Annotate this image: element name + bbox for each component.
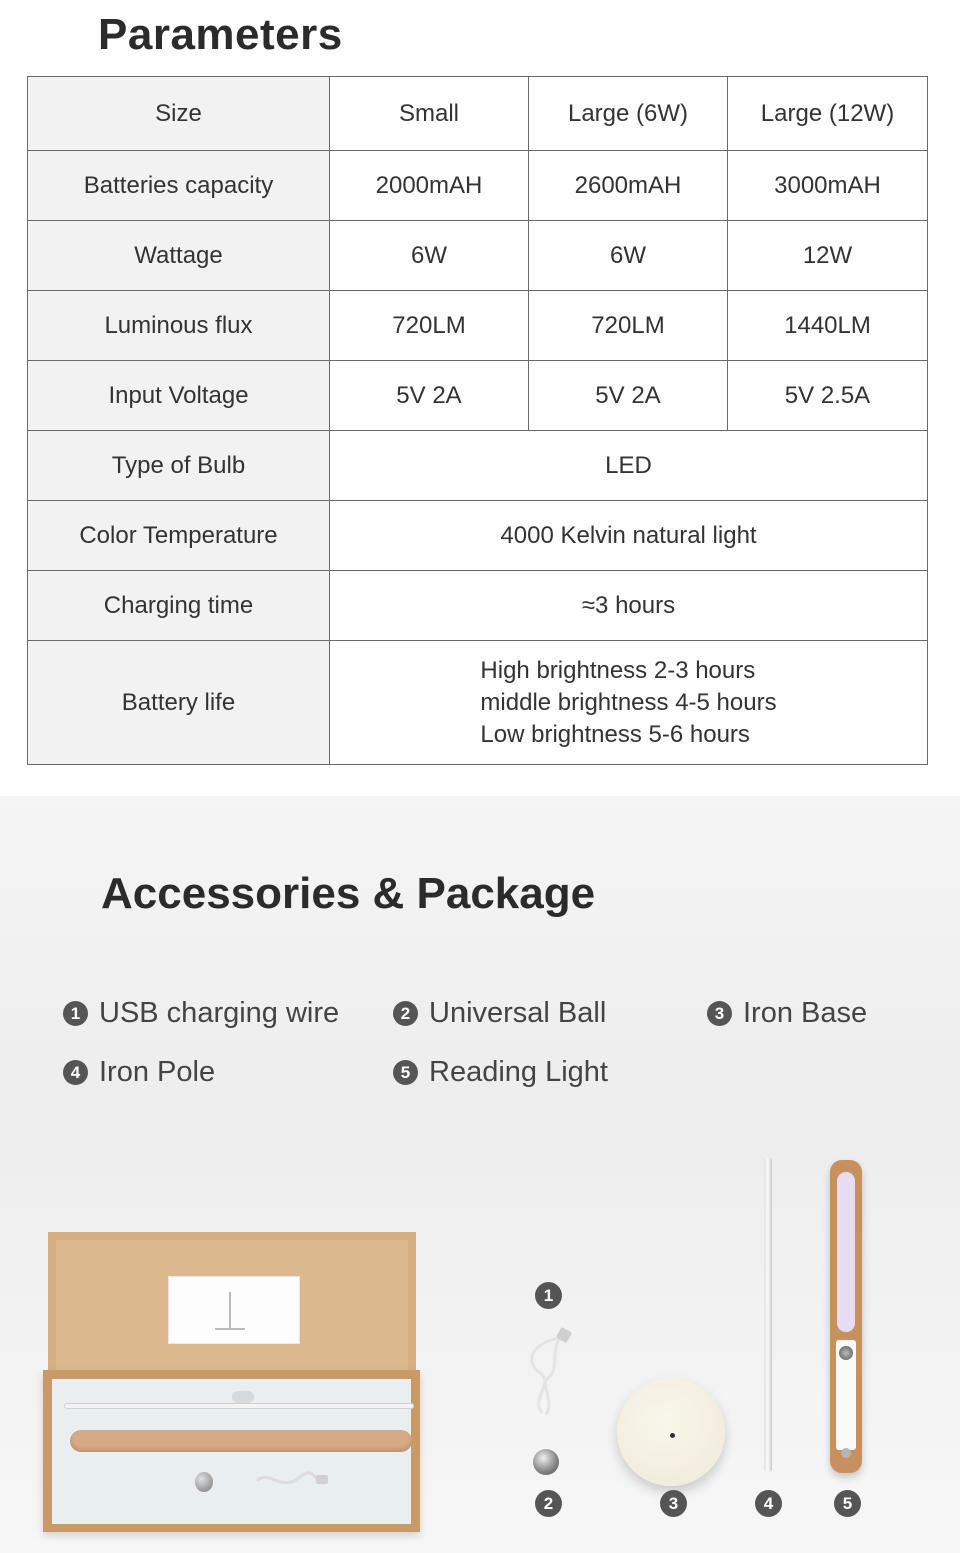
reading-light-icon	[830, 1160, 862, 1473]
row-value-merged: LED	[330, 431, 928, 501]
row-label: Wattage	[28, 221, 330, 291]
number-badge: 1	[63, 1001, 88, 1026]
row-label: Batteries capacity	[28, 151, 330, 221]
row-value: 6W	[529, 221, 728, 291]
photo-number-badge: 4	[755, 1490, 782, 1517]
header-cell-small: Small	[330, 77, 529, 151]
row-label: Color Temperature	[28, 501, 330, 571]
row-label: Charging time	[28, 571, 330, 641]
legend-item	[393, 997, 606, 1030]
row-value: 2000mAH	[330, 151, 529, 221]
accessories-title: Accessories & Package	[101, 869, 596, 918]
row-value: 5V 2.5A	[728, 361, 928, 431]
table-row	[28, 221, 928, 291]
magnet-knob-icon	[839, 1346, 853, 1360]
row-label: Luminous flux	[28, 291, 330, 361]
number-badge: 3	[707, 1001, 732, 1026]
package-foam	[52, 1379, 411, 1524]
table-row	[28, 431, 928, 501]
touch-button-icon	[841, 1448, 851, 1458]
table-row	[28, 291, 928, 361]
row-value: 720LM	[529, 291, 728, 361]
row-value-merged: ≈3 hours	[330, 571, 928, 641]
table-row	[28, 361, 928, 431]
iron-pole-icon	[764, 1158, 772, 1472]
battery-life-line: High brightness 2-3 hours	[480, 656, 756, 684]
parameters-title: Parameters	[98, 10, 343, 59]
table-row	[28, 641, 928, 765]
photo-number-badge: 5	[834, 1490, 861, 1517]
header-cell-size: Size	[28, 77, 330, 151]
table-row	[28, 151, 928, 221]
table-row	[28, 571, 928, 641]
foam-slot	[232, 1391, 254, 1403]
row-value: 2600mAH	[529, 151, 728, 221]
table-header-row	[28, 77, 928, 151]
usb-cable-icon	[520, 1323, 580, 1423]
row-value: 1440LM	[728, 291, 928, 361]
number-badge: 2	[393, 1001, 418, 1026]
legend-label: Iron Base	[743, 997, 868, 1029]
instruction-card	[168, 1276, 300, 1344]
number-badge: 5	[393, 1060, 418, 1085]
legend-item	[63, 997, 339, 1030]
legend-label: USB charging wire	[99, 997, 340, 1029]
battery-life-line: Low brightness 5-6 hours	[480, 720, 750, 748]
photo-number-badge: 2	[535, 1490, 562, 1517]
lamp-sketch-icon	[229, 1292, 231, 1330]
universal-ball-icon	[533, 1449, 559, 1475]
base-hole	[670, 1433, 675, 1438]
packed-iron-pole	[64, 1403, 414, 1409]
number-badge: 4	[63, 1060, 88, 1085]
row-value: 12W	[728, 221, 928, 291]
light-panel	[837, 1172, 855, 1332]
row-label: Input Voltage	[28, 361, 330, 431]
row-value: 6W	[330, 221, 529, 291]
battery-life-lines	[480, 655, 776, 751]
row-value: 3000mAH	[728, 151, 928, 221]
packed-reading-light	[70, 1430, 412, 1452]
row-value: 720LM	[330, 291, 529, 361]
row-value-merged: 4000 Kelvin natural light	[330, 501, 928, 571]
iron-base-icon	[617, 1378, 725, 1486]
row-label: Type of Bulb	[28, 431, 330, 501]
legend-label: Universal Ball	[429, 997, 607, 1029]
packed-universal-ball	[195, 1472, 213, 1492]
table-row	[28, 501, 928, 571]
header-cell-large-12w: Large (12W)	[728, 77, 928, 151]
battery-life-cell	[330, 641, 928, 765]
lamp-sketch-base-icon	[215, 1328, 245, 1330]
battery-life-line: middle brightness 4-5 hours	[480, 688, 777, 716]
legend-item	[63, 1056, 215, 1089]
legend-label: Iron Pole	[99, 1056, 216, 1088]
row-value: 5V 2A	[330, 361, 529, 431]
photo-number-badge: 3	[660, 1490, 687, 1517]
legend-label: Reading Light	[429, 1056, 608, 1088]
packed-cable-icon	[252, 1467, 332, 1493]
photo-number-badge: 1	[535, 1282, 562, 1309]
legend-item	[707, 997, 867, 1030]
parameters-table	[27, 76, 928, 765]
row-label: Battery life	[28, 641, 330, 765]
row-value: 5V 2A	[529, 361, 728, 431]
package-box	[43, 1370, 420, 1532]
legend-item	[393, 1056, 608, 1089]
accessories-section	[0, 796, 960, 1553]
header-cell-large-6w: Large (6W)	[529, 77, 728, 151]
